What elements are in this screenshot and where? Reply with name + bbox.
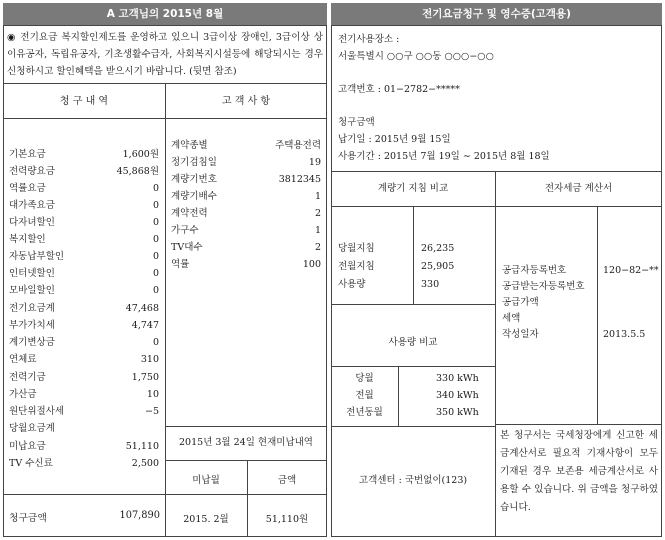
billing-value: 47,468 — [125, 303, 159, 314]
billing-label: 다자녀할인 — [9, 217, 55, 228]
location-address: 서울특별시 ○○구 ○○동 ○○○−○○ — [338, 51, 494, 62]
divider — [331, 366, 495, 367]
divider — [331, 426, 495, 427]
customer-label: 계약전력 — [171, 208, 208, 219]
tax-list — [495, 262, 662, 352]
tax-value: 120−82−** — [603, 265, 659, 276]
billing-value: 2,500 — [131, 458, 159, 469]
tax-label: 공급자등록번호 — [502, 265, 567, 276]
unpaid-amount: 51,110원 — [265, 514, 309, 525]
customer-value: 1 — [314, 191, 321, 202]
divider — [495, 206, 662, 207]
billing-value: 1,750 — [131, 372, 159, 383]
left-header: A 고객님의 2015년 8월 — [3, 3, 327, 25]
billing-title: 청 구 내 역 — [59, 96, 109, 107]
meter-list — [331, 240, 495, 300]
customer-value: 주택용전력 — [275, 140, 321, 151]
billing-label: 모바일할인 — [9, 285, 55, 296]
customer-value: 2 — [314, 208, 321, 219]
billing-label: 복지할인 — [9, 234, 46, 245]
customer-label: TV대수 — [171, 242, 203, 253]
tax-title: 전자세금 계산서 — [544, 183, 613, 194]
divider — [165, 494, 327, 495]
billing-value: 4,747 — [131, 320, 159, 331]
column-divider — [495, 171, 496, 537]
billing-label: 계기변상금 — [9, 337, 55, 348]
customer-label: 역률 — [171, 259, 190, 270]
billing-value: 0 — [152, 183, 159, 194]
meter-title: 계량기 지침 비교 — [377, 183, 449, 194]
location-label: 전기사용장소 : — [338, 34, 400, 45]
billing-label: 연체료 — [9, 354, 37, 365]
unpaid-month-header: 미납월 — [192, 475, 220, 486]
customer-value: 2 — [314, 242, 321, 253]
customer-value: 19 — [308, 157, 321, 168]
billing-label: TV 수신료 — [9, 458, 53, 469]
customer-title: 고 객 사 항 — [221, 96, 271, 107]
tax-label: 세액 — [502, 313, 521, 324]
billing-label: 역률요금 — [9, 183, 46, 194]
usage-label: 전년동월 — [346, 407, 383, 418]
total-value: 107,890 — [119, 510, 160, 521]
usage-label: 당월 — [355, 373, 374, 384]
usage-value: 330 kWh — [436, 373, 479, 384]
customer-label: 계량기번호 — [171, 174, 217, 185]
billing-value: 310 — [140, 354, 159, 365]
divider — [331, 304, 495, 305]
customer-label: 가구수 — [171, 225, 199, 236]
divider — [165, 118, 327, 119]
customer-value: 3812345 — [278, 174, 321, 185]
tax-label: 공급가액 — [502, 297, 539, 308]
billing-label: 인터넷할인 — [9, 268, 55, 279]
usage-label: 전월 — [355, 390, 374, 401]
billing-label: 기본요금 — [9, 149, 46, 160]
unpaid-title: 2015년 3월 24일 현재미납내역 — [179, 437, 313, 448]
billing-value: 0 — [152, 251, 159, 262]
billing-label: 당월요금계 — [9, 423, 55, 434]
meter-label: 당월지침 — [338, 243, 375, 254]
usage-period: 사용기간 : 2015년 7월 19일 ∼ 2015년 8월 18일 — [338, 151, 550, 162]
unpaid-amount-header: 금액 — [277, 475, 297, 486]
divider — [165, 426, 327, 427]
billing-label: 대가족요금 — [9, 200, 55, 211]
billing-label: 원단위절사세 — [9, 406, 65, 417]
divider — [331, 171, 662, 172]
divider — [3, 118, 165, 119]
tax-statement: 본 청구서는 국세청장에게 신고한 세금계산서로 필요적 기재사항이 모두 기재된 경우 보존용 세금계산서로 사용할 수 있습니다. 위 금액을 청구하였습니다. — [500, 430, 658, 513]
billing-value: 1,600원 — [122, 149, 159, 160]
tax-value: 2013.5.5 — [603, 329, 646, 340]
divider — [3, 494, 165, 495]
customer-value: 100 — [302, 259, 321, 270]
billing-label: 전력기금 — [9, 372, 46, 383]
billing-value: 0 — [152, 217, 159, 228]
billing-value: −5 — [144, 406, 159, 417]
usage-title: 사용량 비교 — [388, 337, 438, 348]
meter-value: 25,905 — [421, 261, 455, 272]
due-date: 납기일 : 2015년 9월 15일 — [338, 134, 451, 145]
unpaid-month: 2015. 2월 — [183, 514, 229, 525]
billing-value: 0 — [152, 234, 159, 245]
divider — [165, 460, 327, 461]
billing-value: 51,110 — [125, 441, 159, 452]
meter-value: 26,235 — [421, 243, 455, 254]
billing-value: 10 — [146, 389, 159, 400]
billing-label: 전력량요금 — [9, 166, 55, 177]
billing-value: 0 — [152, 337, 159, 348]
tax-label: 작성일자 — [502, 329, 539, 340]
billing-value: 0 — [152, 285, 159, 296]
total-label: 청구금액 — [9, 513, 47, 524]
meter-label: 전월지침 — [338, 261, 375, 272]
welfare-notice: ◉ 전기요금 복지할인제도를 운영하고 있으니 3급이상 장애인, 3급이상 상이유공자, 독립유공자, 기초생활수급자, 사회복지시설등에 해당되시는 경우 신청하시고 할인혜택을 받으시기 바랍니다. (뒷면 참조) — [7, 32, 323, 77]
billing-label: 미납요금 — [9, 441, 46, 452]
right-header: 전기요금청구 및 영수증(고객용) — [331, 3, 662, 25]
billing-value: 0 — [152, 268, 159, 279]
meter-label: 사용량 — [338, 279, 366, 290]
usage-value: 340 kWh — [436, 390, 479, 401]
billing-value: 45,868원 — [116, 166, 159, 177]
divider — [495, 424, 662, 425]
billing-label: 전기요금계 — [9, 303, 55, 314]
customer-center: 고객센터 : 국번없이(123) — [358, 475, 468, 486]
billing-label: 부가가치세 — [9, 320, 55, 331]
customer-value: 1 — [314, 225, 321, 236]
billing-value: 0 — [152, 200, 159, 211]
customer-number: 고객번호 : 01−2782−***** — [338, 84, 460, 95]
billing-list — [3, 146, 165, 476]
usage-value: 350 kWh — [436, 407, 479, 418]
tax-label: 공급받는자등록번호 — [502, 281, 585, 292]
meter-value: 330 — [421, 279, 440, 290]
customer-list — [165, 137, 327, 277]
customer-label: 계약종별 — [171, 140, 208, 151]
usage-list — [331, 370, 495, 426]
customer-label: 계량기배수 — [171, 191, 217, 202]
amount-label: 청구금액 — [338, 117, 375, 128]
billing-label: 자동납부할인 — [9, 251, 65, 262]
customer-label: 정기검침일 — [171, 157, 217, 168]
billing-label: 가산금 — [9, 389, 37, 400]
